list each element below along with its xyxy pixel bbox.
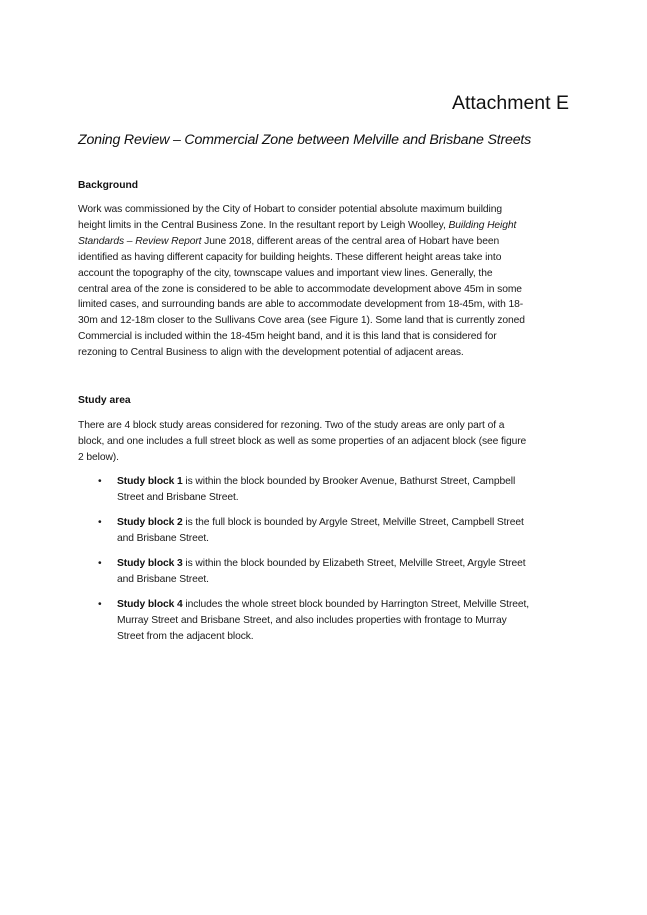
bullet-icon: •	[98, 558, 102, 569]
study-area-paragraph	[78, 418, 569, 466]
paragraph-line: Standards – Review Report June 2018, different areas of the central area of Hobart have been	[78, 235, 500, 247]
paragraph-line: 30m and 12-18m closer to the Sullivans Cove area (see Figure 1). Some land that is currently zoned	[78, 315, 525, 327]
page-title: Zoning Review – Commercial Zone between Melville and Brisbane Streets	[78, 132, 532, 148]
list-item-study-block-3: • Study block 3 is within the block bounded by Elizabeth Street, Melville Street, Argyle Street and Brisbane Street.	[98, 558, 526, 585]
paragraph-line: Work was commissioned by the City of Hobart to consider potential absolute maximum building	[78, 204, 502, 215]
paragraph-line: block, and one includes a full street block as well as some properties of an adjacent block (see figure	[78, 435, 527, 447]
paragraph-line: identified as having different capacity for building heights. These different height areas take into	[78, 251, 502, 263]
paragraph-line: account the topography of the city, townscape values and important view lines. Generally, the	[78, 267, 493, 279]
study-block-list	[78, 474, 569, 654]
list-item-study-block-1: • Study block 1 is within the block bounded by Brooker Avenue, Bathurst Street, Campbell Street and Brisbane Street.	[98, 476, 516, 503]
bullet-icon: •	[98, 599, 102, 610]
report-title-italic: Building Height	[448, 219, 517, 231]
paragraph-line: central area of the zone is considered to be able to accommodate development above 45m in some	[78, 283, 522, 295]
study-block-label: Study block 4	[117, 599, 183, 610]
paragraph-line: Commercial is included within the 18-45m height band, and it is this land that is considered for	[78, 331, 497, 343]
paragraph-line: rezoning to Central Business to align with the development potential of adjacent areas.	[78, 347, 464, 359]
study-area-heading: Study area	[78, 395, 131, 406]
paragraph-line: height limits in the Central Business Zone. In the resultant report by Leigh Woolley, Building Height	[78, 219, 517, 231]
paragraph-line: 2 below).	[78, 451, 119, 463]
background-paragraph	[78, 202, 569, 361]
study-block-label: Study block 2	[117, 517, 183, 528]
bullet-icon: •	[98, 517, 102, 528]
attachment-label: Attachment E	[451, 92, 569, 114]
background-heading: Background	[78, 180, 139, 191]
list-item-study-block-4: • Study block 4 includes the whole street block bounded by Harrington Street, Melville Street, Murray Street and Brisbane Street, and also includes properties with frontage to Murray Street from the adjacent block.	[98, 599, 530, 642]
bullet-icon: •	[98, 476, 102, 487]
paragraph-line: limited cases, and surrounding bands are able to accommodate development from 18-45m, with 18-	[78, 299, 524, 311]
report-title-italic: Standards – Review Report	[78, 235, 202, 247]
study-block-label: Study block 3	[117, 558, 183, 569]
list-item-study-block-2: • Study block 2 is the full block is bounded by Argyle Street, Melville Street, Campbell Street and Brisbane Street.	[98, 517, 524, 544]
paragraph-line: There are 4 block study areas considered for rezoning. Two of the study areas are only part of a	[78, 420, 505, 431]
study-block-label: Study block 1	[117, 476, 183, 487]
